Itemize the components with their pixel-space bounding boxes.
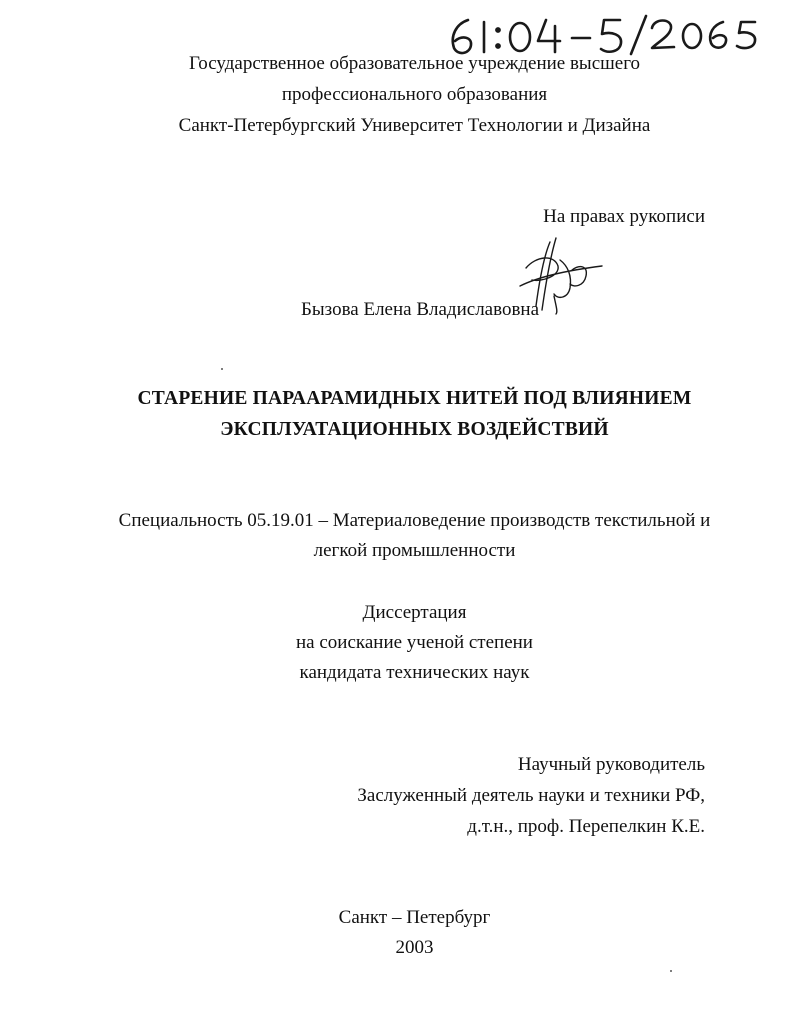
degree-purpose: на соискание ученой степени [296,632,533,653]
year: 2003 [395,937,434,958]
degree-name: кандидата технических наук [299,662,530,683]
manuscript-rights: На правах рукописи [543,206,705,227]
scan-speck [221,368,223,370]
institution-line-2: профессионального образования [281,84,548,105]
thesis-title-line-2: ЭКСПЛУАТАЦИОННЫХ ВОЗДЕЙСТВИЙ [220,419,609,440]
author-name: Бызова Елена Владиславовна [301,299,540,320]
supervisor-name: д.т.н., проф. Перепелкин К.Е. [467,816,705,837]
institution-line-1: Государственное образовательное учреждение высшего [188,53,641,74]
dissertation-label: Диссертация [362,602,467,623]
supervisor-label: Научный руководитель [517,754,705,775]
supervisor-title: Заслуженный деятель науки и техники РФ, [357,785,705,806]
city: Санкт – Петербург [338,907,491,928]
specialty-line-2: легкой промышленности [313,540,516,561]
institution-line-3: Санкт-Петербургский Университет Технологии и Дизайна [178,115,651,136]
thesis-title-line-1: СТАРЕНИЕ ПАРААРАМИДНЫХ НИТЕЙ ПОД ВЛИЯНИЕМ [137,388,692,409]
specialty-line-1: Специальность 05.19.01 – Материаловедение производств текстильной и [118,510,711,531]
scan-speck [670,970,672,972]
